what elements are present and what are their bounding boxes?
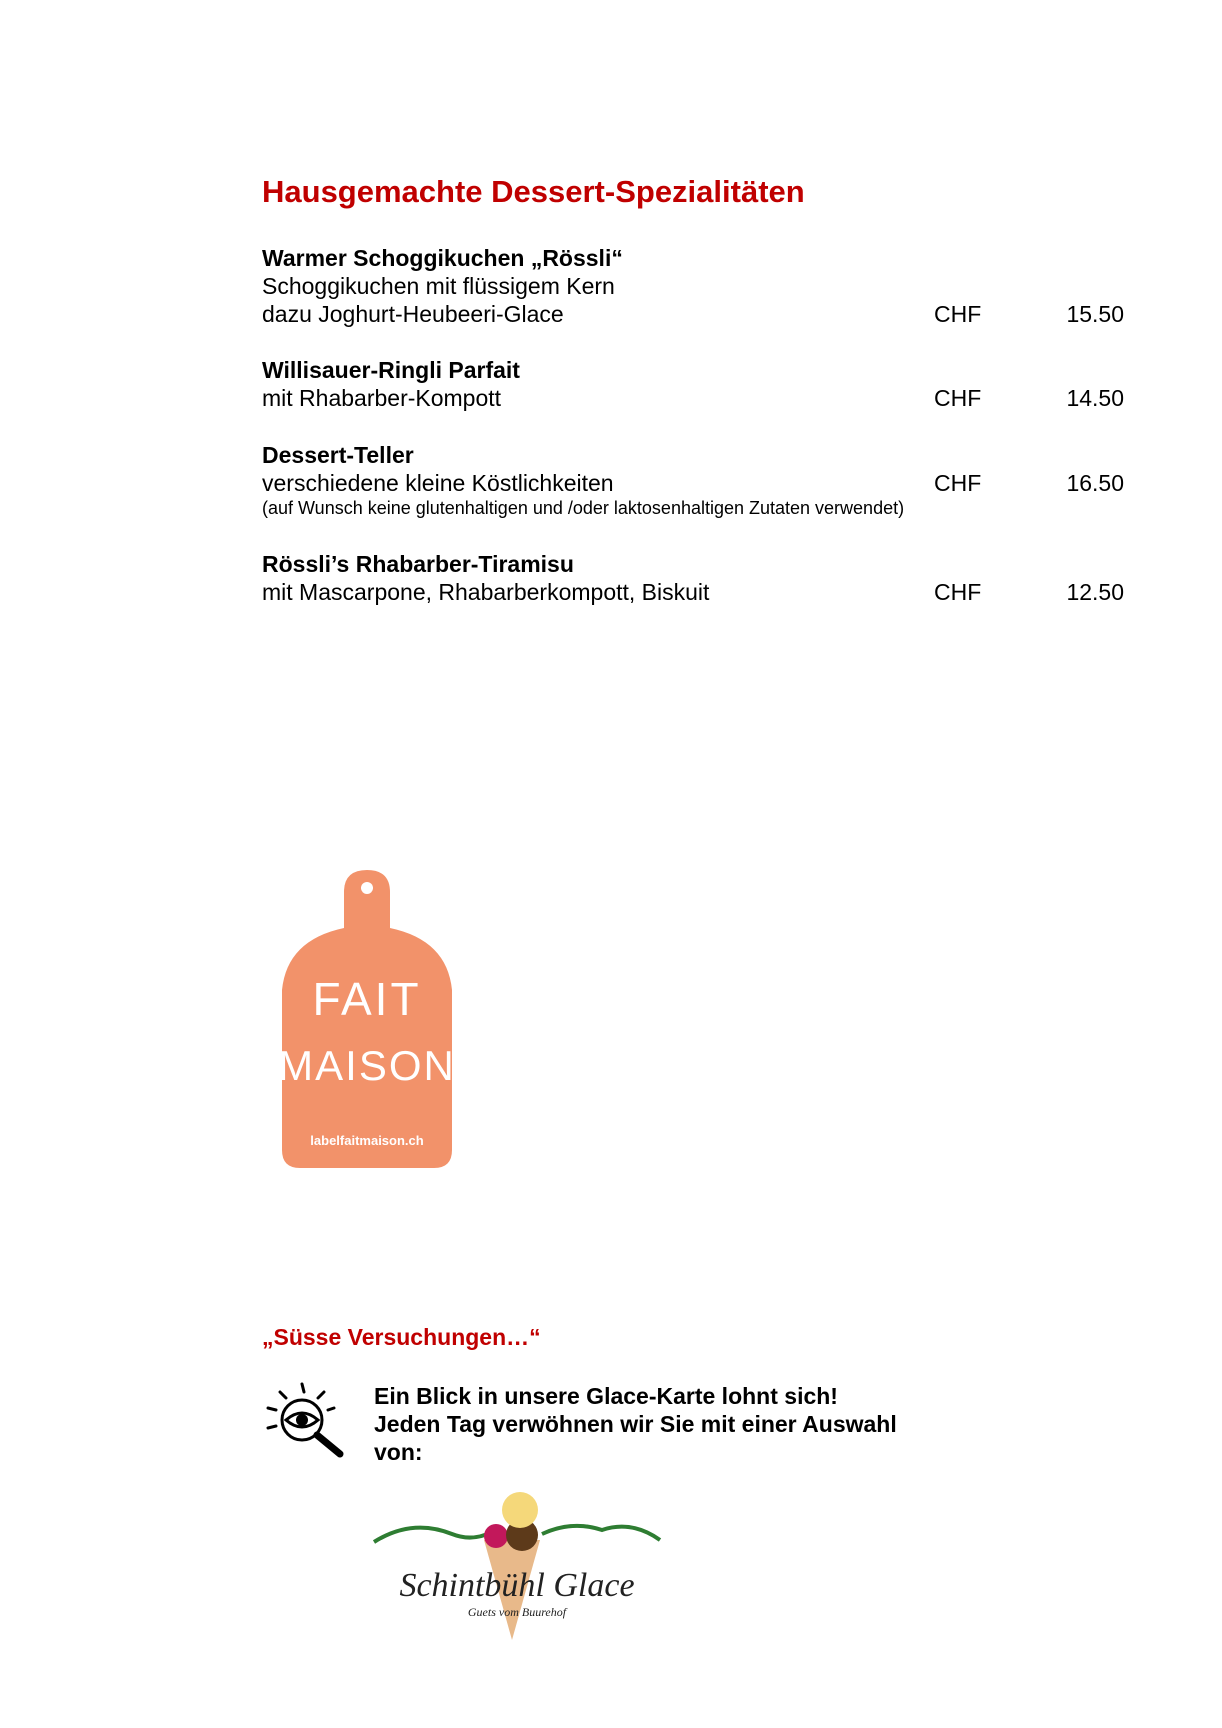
logo-word-maison: MAISON <box>278 1042 456 1089</box>
page-title: Hausgemachte Dessert-Spezialitäten <box>262 174 805 209</box>
logo-url: labelfaitmaison.ch <box>310 1133 424 1148</box>
currency-label: CHF <box>934 385 982 411</box>
schintbuehl-glace-logo <box>372 1490 662 1640</box>
promo-text: Ein Blick in unsere Glace-Karte lohnt sich! Jeden Tag verwöhnen wir Sie mit einer Auswahl von: <box>374 1383 897 1465</box>
item-description-price-row: dazu Joghurt-Heubeeri-Glace CHF 15.50 <box>262 301 1124 327</box>
item-name: Warmer Schoggikuchen „Rössli“ <box>262 245 623 271</box>
item-description-price-row: mit Rhabarber-Kompott CHF 14.50 <box>262 385 1124 411</box>
item-price: 12.50 <box>1066 579 1124 605</box>
menu-item <box>262 550 1124 606</box>
item-name: Rössli’s Rhabarber-Tiramisu <box>262 551 574 577</box>
currency-label: CHF <box>934 470 982 496</box>
menu-item <box>262 244 1124 328</box>
currency-label: CHF <box>934 301 982 327</box>
item-price: 14.50 <box>1066 385 1124 411</box>
glace-logo-tagline: Guets vom Buurehof <box>467 1605 567 1619</box>
glace-logo-name: Schintbühl Glace <box>399 1567 635 1604</box>
item-note: (auf Wunsch keine glutenhaltigen und /oder laktosenhaltigen Zutaten verwendet) <box>262 498 905 518</box>
item-description-price-row: mit Mascarpone, Rhabarberkompott, Biskuit CHF 12.50 <box>262 579 1124 605</box>
item-price: 15.50 <box>1066 301 1124 327</box>
menu-item <box>262 441 1124 519</box>
item-name: Dessert-Teller <box>262 442 414 468</box>
item-description-price-row: verschiedene kleine Köstlichkeiten CHF 16.50 <box>262 470 1124 496</box>
menu-item <box>262 356 1124 412</box>
item-price: 16.50 <box>1066 470 1124 496</box>
currency-label: CHF <box>934 579 982 605</box>
item-name: Willisauer-Ringli Parfait <box>262 357 520 383</box>
fait-maison-logo <box>262 850 477 1190</box>
item-description: Schoggikuchen mit flüssigem Kern <box>262 273 615 299</box>
logo-word-fait: FAIT <box>312 973 422 1025</box>
section-subtitle: „Süsse Versuchungen…“ <box>262 1324 541 1350</box>
magnifier-eye-icon <box>262 1382 352 1462</box>
